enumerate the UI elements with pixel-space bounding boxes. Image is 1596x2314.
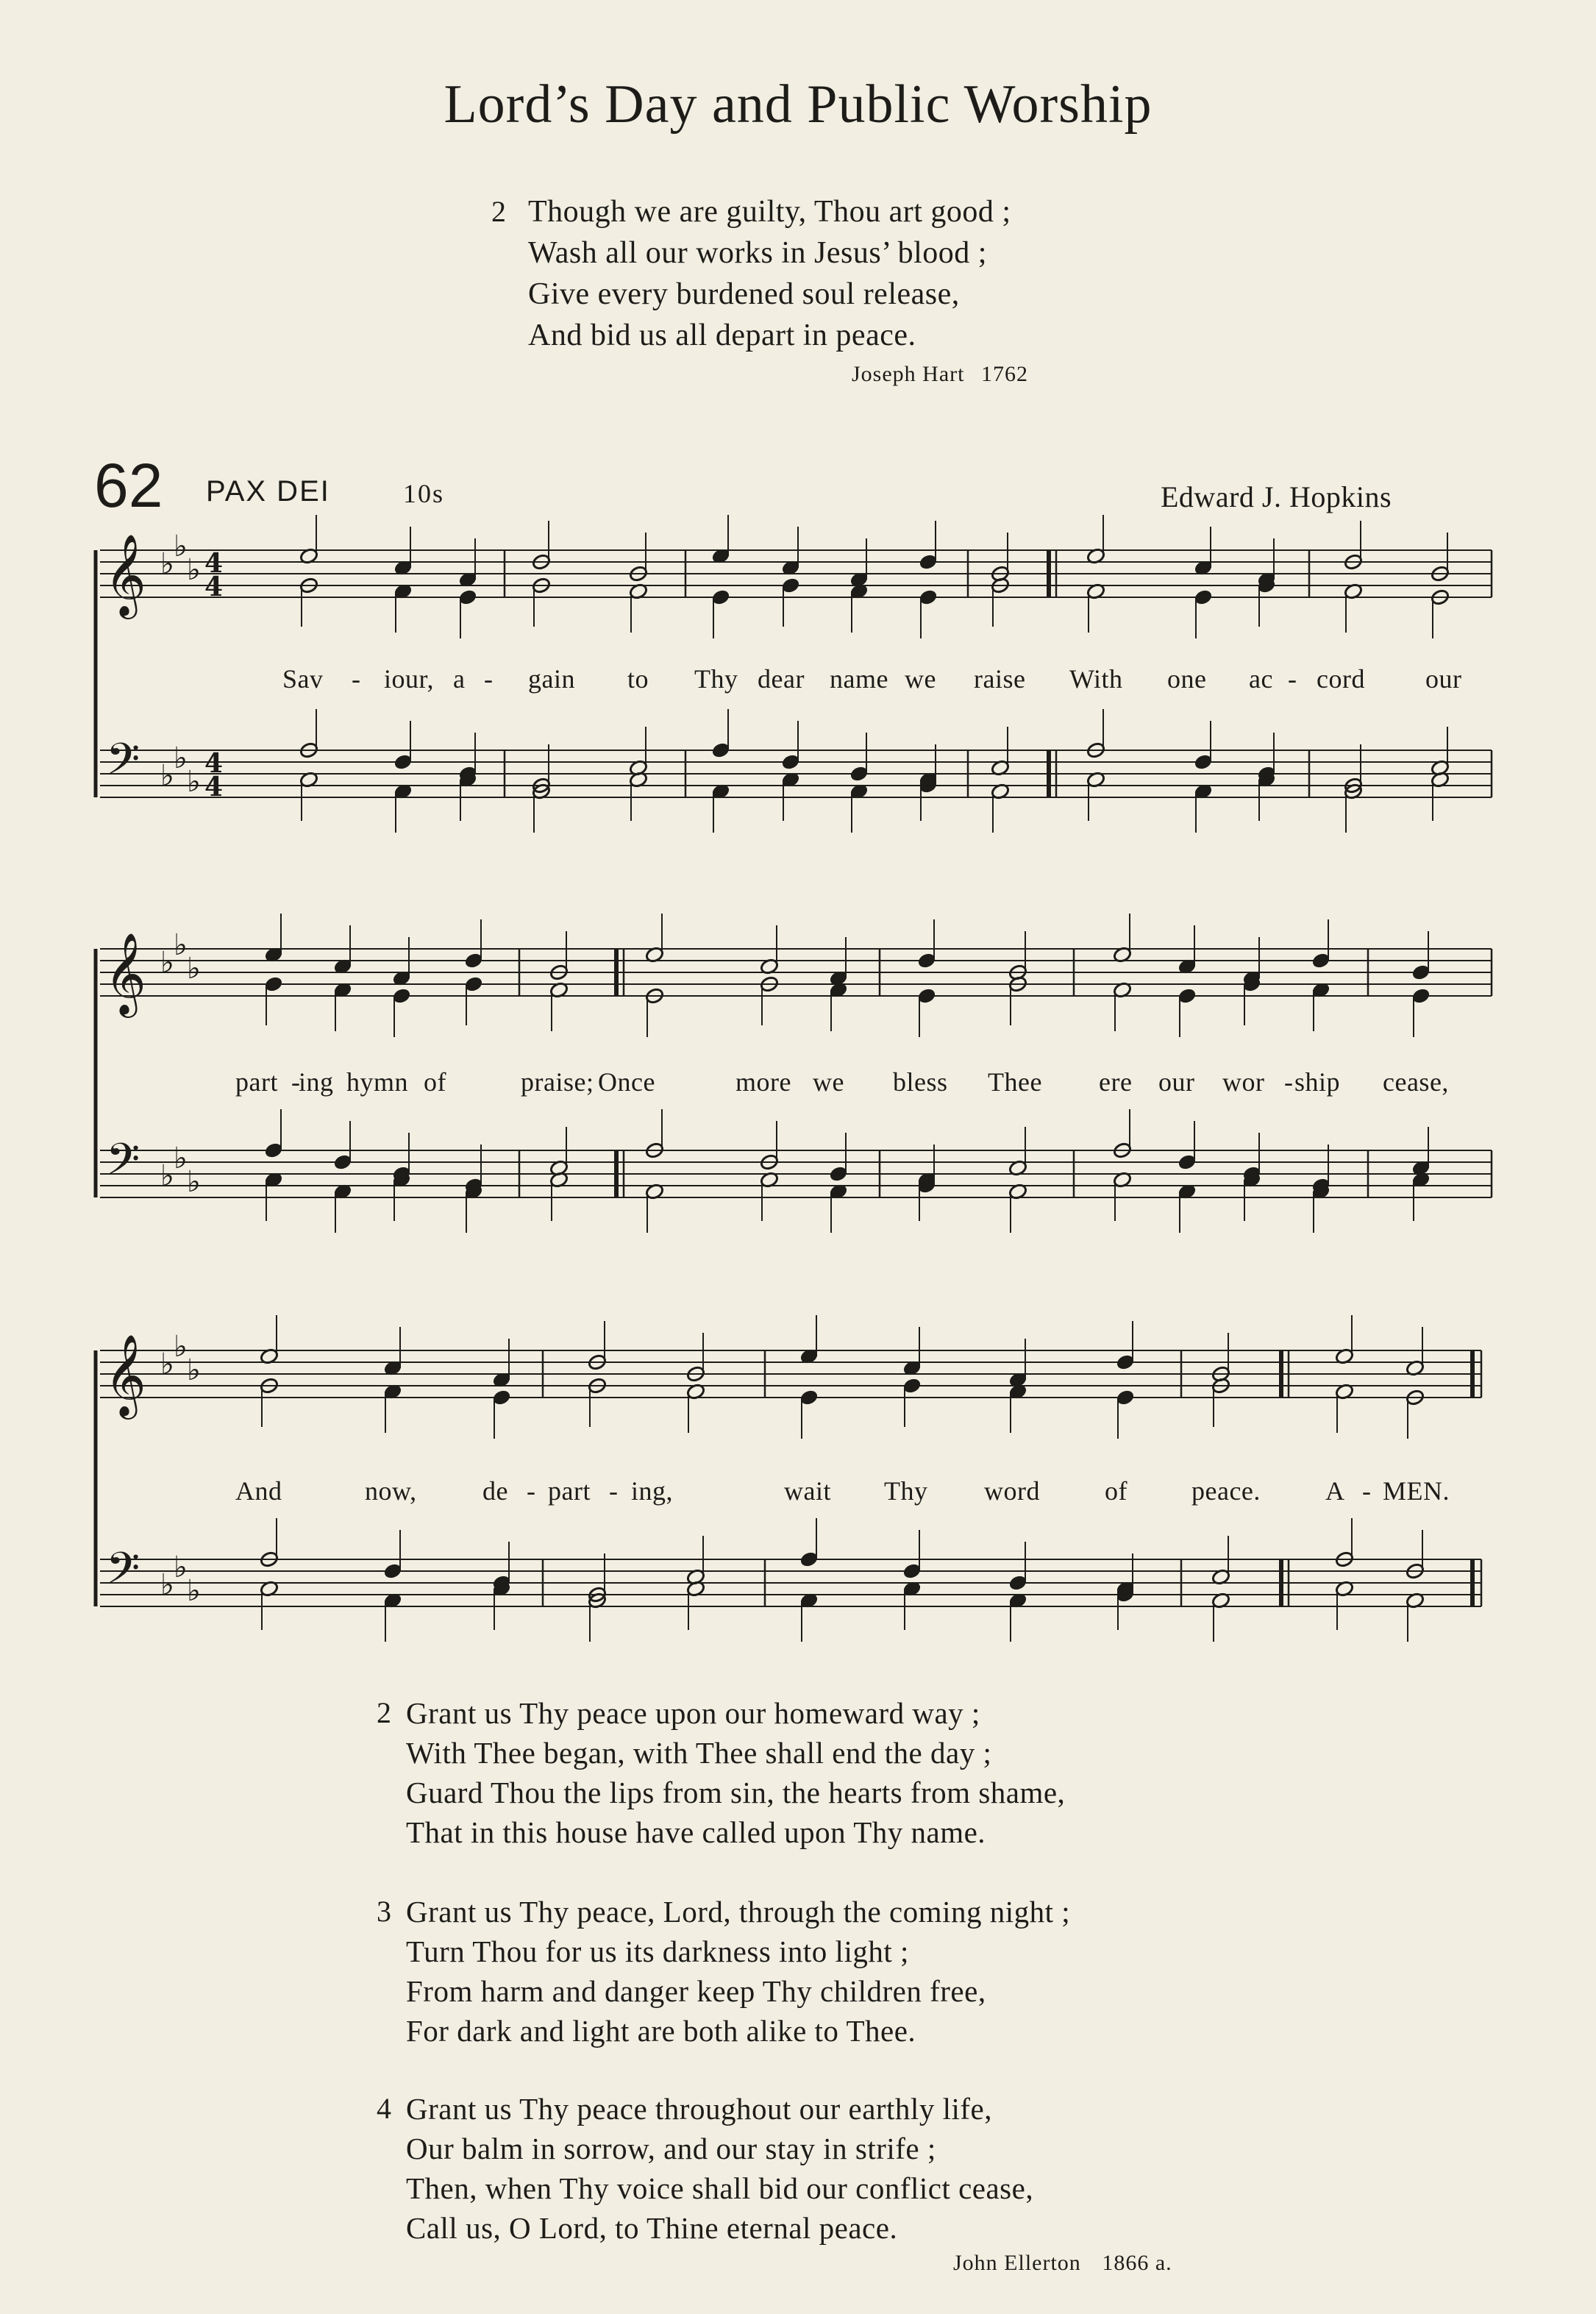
lyric-syllable: ing, [631,1476,674,1506]
lyric-syllable: one [1167,664,1207,694]
verse-line: Though we are guilty, Thou art good ; [528,195,1011,229]
author-year: 1866 a. [1102,2251,1172,2275]
flat-icon: ♭ [187,1353,201,1387]
flat-icon: ♭ [160,547,174,581]
lyric-syllable: wait [784,1476,831,1506]
hymn-author [953,2251,1172,2276]
lyric-syllable: And [235,1476,282,1506]
lyric-syllable: - [291,1067,301,1097]
lyric-syllable: iour, [384,664,435,694]
lyric-syllable: to [627,664,649,694]
lyric-syllable: now, [365,1476,417,1506]
verse-line: And bid us all depart in peace. [528,318,916,352]
flat-icon: ♭ [187,553,201,587]
composer: Edward J. Hopkins [1161,480,1392,513]
lyric-syllable: praise; [521,1067,594,1097]
verse-line: For dark and light are both alike to Thee. [406,2014,916,2048]
lyric-syllable: - [1284,1067,1294,1097]
lyric-syllable: of [424,1067,446,1097]
verse-line: Give every burdened soul release, [528,277,960,311]
time-signature-bottom: 4 [204,772,224,802]
lyric-syllable: Once [598,1067,655,1097]
time-signature-top: 4 [204,748,224,779]
flat-icon: ♭ [160,1348,174,1381]
verse-line: From harm and danger keep Thy children free, [406,1974,986,2008]
lyric-syllable: cord [1317,664,1365,694]
lyric-syllable: part [548,1476,591,1506]
lyric-syllable: part [235,1067,278,1097]
verse-line: Grant us Thy peace throughout our earthly life, [406,2092,992,2126]
hymn-verse-2 [377,1693,1066,1852]
author-name: John Ellerton [953,2251,1081,2275]
lyric-syllable: ship [1294,1067,1341,1097]
verse-line: Guard Thou the lips from sin, the hearts from shame, [406,1776,1066,1809]
bass-clef-icon: 𝄢 [106,733,140,795]
verse-line: Call us, O Lord, to Thine eternal peace. [406,2211,898,2245]
flat-icon: ♭ [174,741,188,775]
bass-clef-icon: 𝄢 [106,1542,140,1604]
lyric-syllable: more [735,1067,791,1097]
lyric-syllable: - [527,1476,536,1506]
treble-clef-icon: 𝄞 [104,932,146,1014]
lyric-syllable: - [352,664,361,694]
lyric-syllable: - [609,1476,619,1506]
verse-line: With Thee began, with Thee shall end the day ; [406,1736,992,1770]
lyric-syllable: word [984,1476,1040,1506]
verse-line: Grant us Thy peace upon our homeward way ; [406,1696,980,1730]
time-signature-top: 4 [204,548,224,579]
flat-icon: ♭ [160,1159,174,1193]
lyric-syllable: our [1425,664,1462,694]
lyric-syllable: Thy [694,664,738,694]
lyric-syllable: name [830,664,888,694]
bass-clef-icon: 𝄢 [106,1133,140,1195]
author-year: 1762 [980,362,1028,386]
tune-name: PAX DEI [206,475,330,508]
lyric-syllable: ing [299,1067,334,1097]
verse-line: Turn Thou for us its darkness into light ; [406,1934,909,1968]
lyric-syllable: - [1288,664,1297,694]
verse-line: Our balm in sorrow, and our stay in strife ; [406,2132,936,2165]
flat-icon: ♭ [187,952,201,986]
flat-icon: ♭ [187,1574,201,1608]
lyric-syllable: a [453,664,466,694]
flat-icon: ♭ [174,1551,188,1584]
flat-icon: ♭ [160,759,174,793]
verse-line: Wash all our works in Jesus’ blood ; [528,236,987,270]
hymn-verse-4 [377,2089,1034,2248]
flat-icon: ♭ [174,1330,188,1364]
lyric-syllable: hymn [346,1067,409,1097]
flat-icon: ♭ [160,1568,174,1602]
lyric-syllable: de [482,1476,508,1506]
verse-line: Grant us Thy peace, Lord, through the coming night ; [406,1895,1071,1929]
flat-icon: ♭ [174,1142,188,1175]
lyric-syllable: - [484,664,494,694]
page-title: Lord’s Day and Public Worship [443,74,1153,135]
lyric-syllable: A [1325,1476,1345,1506]
flat-icon: ♭ [174,928,188,962]
author-name: Joseph Hart [852,362,965,386]
verse-number: 2 [491,195,507,228]
treble-clef-icon: 𝄞 [104,533,146,616]
lyric-syllable: MEN. [1383,1476,1450,1506]
lyric-syllable: bless [893,1067,948,1097]
meter: 10s [403,479,445,508]
verse-line: Then, when Thy voice shall bid our conflict cease, [406,2171,1034,2205]
flat-icon: ♭ [187,1165,201,1199]
lyric-syllable: we [813,1067,844,1097]
lyric-syllable: Thy [884,1476,928,1506]
lyric-syllable: With [1069,664,1123,694]
lyric-syllable: peace. [1191,1476,1261,1506]
lyric-syllable: - [1362,1476,1372,1506]
hymn-number: 62 [94,451,163,520]
lyric-syllable: raise [974,664,1026,694]
time-signature-bottom: 4 [204,572,224,602]
lyric-syllable: ere [1099,1067,1133,1097]
flat-icon: ♭ [174,530,188,563]
lyric-syllable: ac [1249,664,1273,694]
verse-line: That in this house have called upon Thy name. [406,1815,986,1849]
verse-number: 4 [377,2092,392,2125]
treble-clef-icon: 𝄞 [104,1334,146,1416]
flat-icon: ♭ [160,946,174,980]
lyric-syllable: our [1158,1067,1195,1097]
lyric-syllable: Thee [988,1067,1042,1097]
verse-number: 2 [377,1696,392,1729]
lyric-syllable: gain [528,664,575,694]
verse-number: 3 [377,1895,392,1928]
hymn-verse-3 [377,1892,1071,2051]
lyric-syllable: dear [758,664,805,694]
lyric-syllable: of [1105,1476,1127,1506]
lyric-syllable: we [905,664,936,694]
lyric-syllable: wor [1222,1067,1265,1097]
lyric-syllable: cease, [1383,1067,1449,1097]
flat-icon: ♭ [187,765,201,799]
lyric-syllable: Sav [282,664,324,694]
